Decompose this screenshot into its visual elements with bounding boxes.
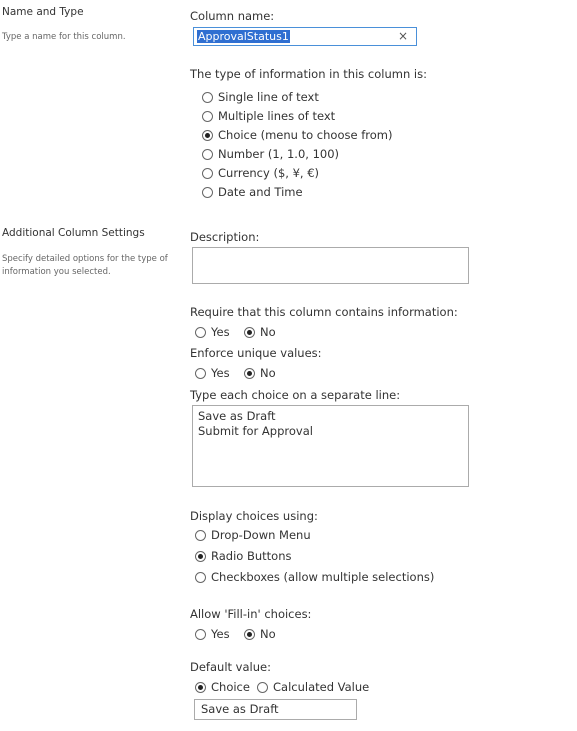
name-and-type-description: Type a name for this column. — [2, 32, 126, 42]
description-textarea[interactable] — [192, 247, 469, 284]
clear-icon[interactable]: × — [397, 29, 408, 43]
type-radio[interactable] — [202, 130, 213, 141]
display-option-label: Drop-Down Menu — [211, 528, 311, 542]
display-option[interactable] — [195, 528, 311, 542]
default-radio[interactable] — [257, 682, 268, 693]
display-radio[interactable] — [195, 530, 206, 541]
display-radio[interactable] — [195, 551, 206, 562]
display-option-label: Checkboxes (allow multiple selections) — [211, 570, 435, 584]
display-radio[interactable] — [195, 572, 206, 583]
require-label: Require that this column contains information: — [190, 305, 458, 319]
column-type-label: The type of information in this column is: — [190, 67, 427, 81]
type-option-label: Single line of text — [218, 90, 319, 104]
default-option-label: Calculated Value — [273, 680, 370, 694]
description-value — [193, 248, 468, 256]
fillin-option[interactable] — [195, 627, 230, 641]
additional-settings-title: Additional Column Settings — [2, 227, 145, 239]
fillin-radio[interactable] — [195, 629, 206, 640]
unique-option-label: No — [260, 366, 276, 380]
fillin-radio[interactable] — [244, 629, 255, 640]
default-option-label: Choice — [211, 680, 250, 694]
type-radio[interactable] — [202, 92, 213, 103]
choices-textarea[interactable] — [192, 405, 469, 487]
require-option[interactable] — [244, 325, 276, 339]
fillin-option[interactable] — [244, 627, 276, 641]
fillin-option-label: Yes — [211, 627, 230, 641]
require-option-label: No — [260, 325, 276, 339]
type-radio[interactable] — [202, 187, 213, 198]
require-option-label: Yes — [211, 325, 230, 339]
type-option-label: Date and Time — [218, 185, 303, 199]
type-option-label: Currency ($, ¥, €) — [218, 166, 320, 180]
require-option[interactable] — [195, 325, 230, 339]
type-option[interactable] — [202, 185, 303, 199]
type-option[interactable] — [202, 109, 335, 123]
display-label: Display choices using: — [190, 509, 318, 523]
unique-option-label: Yes — [211, 366, 230, 380]
type-option-label: Number (1, 1.0, 100) — [218, 147, 340, 161]
choices-value: Save as Draft Submit for Approval — [198, 409, 313, 438]
description-label: Description: — [190, 230, 260, 244]
default-radio[interactable] — [195, 682, 206, 693]
choices-label: Type each choice on a separate line: — [190, 388, 401, 402]
default-label: Default value: — [190, 660, 271, 674]
type-option-label: Multiple lines of text — [218, 109, 336, 123]
require-radio[interactable] — [244, 327, 255, 338]
type-radio[interactable] — [202, 111, 213, 122]
column-name-label: Column name: — [190, 9, 275, 23]
display-option-label: Radio Buttons — [211, 549, 292, 563]
additional-settings-description: Specify detailed options for the type of information you selected. — [2, 254, 168, 277]
unique-label: Enforce unique values: — [190, 346, 322, 360]
column-name-input[interactable] — [193, 27, 417, 46]
default-value-input[interactable] — [194, 699, 357, 720]
default-option[interactable] — [195, 680, 250, 694]
unique-radio[interactable] — [195, 368, 206, 379]
display-option[interactable] — [195, 570, 434, 584]
unique-radio[interactable] — [244, 368, 255, 379]
type-option-label: Choice (menu to choose from) — [218, 128, 393, 142]
fillin-label: Allow 'Fill-in' choices: — [190, 607, 312, 621]
type-radio[interactable] — [202, 168, 213, 179]
type-option[interactable] — [202, 90, 319, 104]
name-and-type-title: Name and Type — [2, 6, 84, 18]
type-option[interactable] — [202, 147, 339, 161]
fillin-option-label: No — [260, 627, 276, 641]
default-value: Save as Draft — [201, 702, 279, 716]
type-radio[interactable] — [202, 149, 213, 160]
column-name-value: ApprovalStatus1 — [198, 30, 289, 43]
type-option[interactable] — [202, 128, 392, 142]
unique-option[interactable] — [195, 366, 230, 380]
display-option[interactable] — [195, 549, 291, 563]
default-option[interactable] — [257, 680, 369, 694]
type-option[interactable] — [202, 166, 319, 180]
require-radio[interactable] — [195, 327, 206, 338]
unique-option[interactable] — [244, 366, 276, 380]
